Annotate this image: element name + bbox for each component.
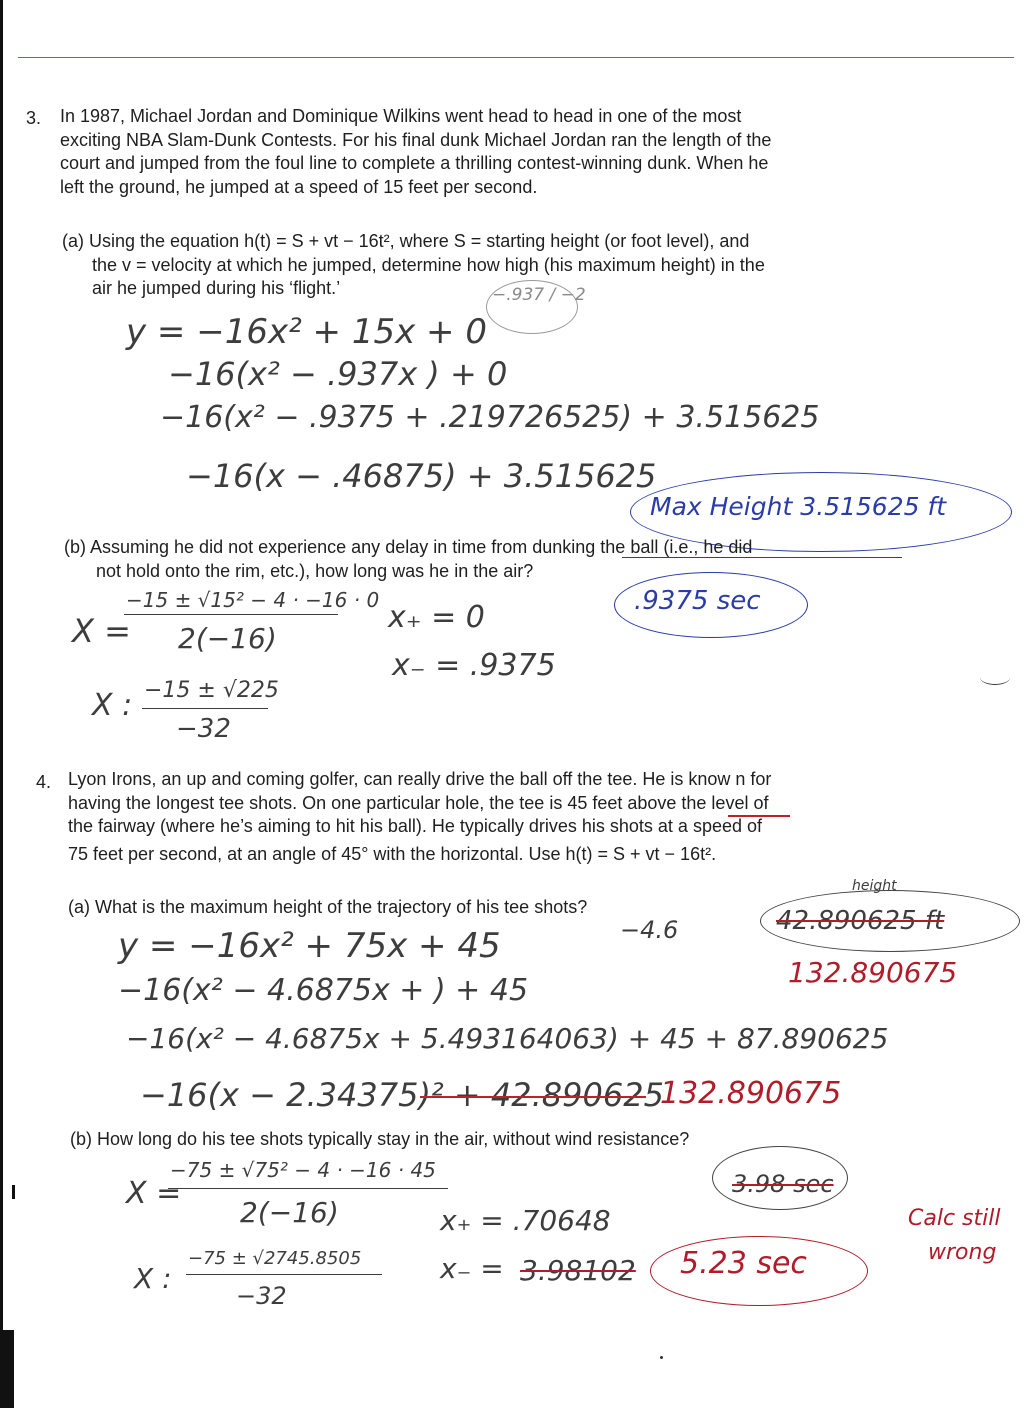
q4a-answer-circle <box>760 890 1020 952</box>
q4b-x-minus-crossed: 3.98102 <box>520 1254 636 1287</box>
q3a-prompt <box>62 230 765 301</box>
q3b-fraction-bar-2 <box>142 708 268 709</box>
check-mark-icon <box>980 670 1010 685</box>
q3a-work-line: −16(x² − .937x ) + 0 <box>168 355 508 393</box>
q4a-strike-line <box>420 1096 646 1098</box>
q4-line: Lyon Irons, an up and coming golfer, can really drive the ball off the tee. He is know n for <box>68 769 772 789</box>
q4b-x-minus-label: x₋ = <box>440 1252 504 1285</box>
q3b-answer: .9375 sec <box>634 586 761 616</box>
q3a-answer: Max Height 3.515625 ft <box>650 492 947 521</box>
q4b-x2-label: X : <box>134 1262 172 1295</box>
q4b-numerator: −75 ± √75² − 4 · −16 · 45 <box>170 1158 436 1182</box>
q3b-x2-label: X : <box>92 688 133 723</box>
q3b-line: (b) Assuming he did not experience any delay in time from dunking the ball (i.e., he did <box>64 537 753 557</box>
q4a-height-label: height <box>852 878 897 894</box>
q3a-work-line: −16(x − .46875) + 3.515625 <box>186 457 657 495</box>
q4b-answer-circle <box>650 1236 868 1306</box>
q3b-denominator: 2(−16) <box>178 622 277 655</box>
q3b-line: not hold onto the rim, etc.), how long was he in the air? <box>96 560 534 581</box>
q3-line: In 1987, Michael Jordan and Dominique Wilkins went head to head in one of the most <box>60 106 742 126</box>
q4a-work-line: −16(x² − 4.6875x + 5.493164063) + 45 + 87.890625 <box>126 1022 889 1055</box>
q4b-numerator-2: −75 ± √2745.8505 <box>188 1248 362 1269</box>
q4b-fraction-bar-2 <box>186 1274 382 1275</box>
q4b-fraction-bar <box>168 1188 448 1189</box>
q3b-x-label: X = <box>72 612 131 650</box>
q4b-crossed-circle <box>712 1146 848 1210</box>
q4b-question: (b) How long do his tee shots typically stay in the air, without wind resistance? <box>70 1129 690 1149</box>
q3b-x-plus: x₊ = 0 <box>388 600 485 635</box>
q3b-numerator-2: −15 ± √225 <box>144 678 279 703</box>
q4b-denominator-2: −32 <box>236 1282 287 1310</box>
q3a-line: the v = velocity at which he jumped, determine how high (his maximum height) in the <box>92 254 765 275</box>
q4a-work-line: −16(x² − 4.6875x + ) + 45 <box>118 973 529 1008</box>
scan-left-edge <box>0 0 3 1408</box>
q4-line: 75 feet per second, at an angle of 45° with the horizontal. Use h(t) = S + vt − 16t². <box>68 843 717 864</box>
teacher-note-line: wrong <box>928 1240 997 1265</box>
scan-dot <box>660 1356 663 1359</box>
q3-line: court and jumped from the foul line to complete a thrilling contest-winning dunk. When he <box>60 153 769 173</box>
q4b-answer: 5.23 sec <box>680 1246 807 1281</box>
q4a-corrected-value: 132.890675 <box>660 1076 842 1111</box>
teacher-note-line: Calc still <box>908 1206 1001 1231</box>
q3-line: exciting NBA Slam-Dunk Contests. For his final dunk Michael Jordan ran the length of the <box>60 129 772 150</box>
q4b-crossed-answer: 3.98 sec <box>732 1170 834 1198</box>
q4b-x-plus: x₊ = .70648 <box>440 1204 611 1237</box>
q4b-denominator: 2(−16) <box>240 1196 339 1229</box>
q3b-prompt <box>64 536 752 583</box>
q3-prompt <box>60 105 771 199</box>
q4-red-underline <box>728 815 790 817</box>
q4b-x-label: X = <box>126 1176 182 1211</box>
q3b-x-minus: x₋ = .9375 <box>392 648 556 683</box>
q4-prompt <box>68 768 771 866</box>
q3b-numerator: −15 ± √15² − 4 · −16 · 0 <box>126 588 380 612</box>
q4-line: having the longest tee shots. On one particular hole, the tee is 45 feet above the level of <box>68 792 769 813</box>
q3-line: left the ground, he jumped at a speed of 15 feet per second. <box>60 176 538 197</box>
q3a-line: air he jumped during his ‘flight.’ <box>92 278 341 298</box>
q4a-work-line: −16(x − 2.34375)² + 42.890625 <box>140 1076 664 1114</box>
q4-number: 4. <box>36 772 52 792</box>
q3a-line: (a) Using the equation h(t) = S + vt − 16t², where S = starting height (or foot level), and <box>62 231 750 251</box>
q3b-answer-circle <box>614 572 808 638</box>
q3a-work-line: −16(x² − .9375 + .219726525) + 3.515625 <box>160 400 820 435</box>
q3a-margin-note: −.937 / −2 <box>492 285 586 305</box>
q4a-work-line: y = −16x² + 75x + 45 <box>118 926 501 966</box>
q4a-crossed-answer: 42.890625 ft <box>776 906 945 936</box>
q3a-work-line: y = −16x² + 15x + 0 <box>126 312 487 352</box>
q3-number: 3. <box>26 108 42 128</box>
scan-mark <box>12 1185 15 1199</box>
q3b-fraction-bar <box>124 614 338 615</box>
q3b-underline <box>622 557 902 558</box>
top-rule <box>18 57 1014 58</box>
q3a-margin-circle <box>486 280 578 334</box>
q4a-answer: 132.890675 <box>788 956 958 989</box>
q4-line: the fairway (where he’s aiming to hit his ball). He typically drives his shots at a speed of <box>68 816 762 836</box>
q4a-question: (a) What is the maximum height of the trajectory of his tee shots? <box>68 897 588 917</box>
q4a-margin-note: −4.6 <box>620 916 679 944</box>
scan-corner-shadow <box>0 1330 14 1408</box>
q3b-denominator-2: −32 <box>176 714 231 744</box>
